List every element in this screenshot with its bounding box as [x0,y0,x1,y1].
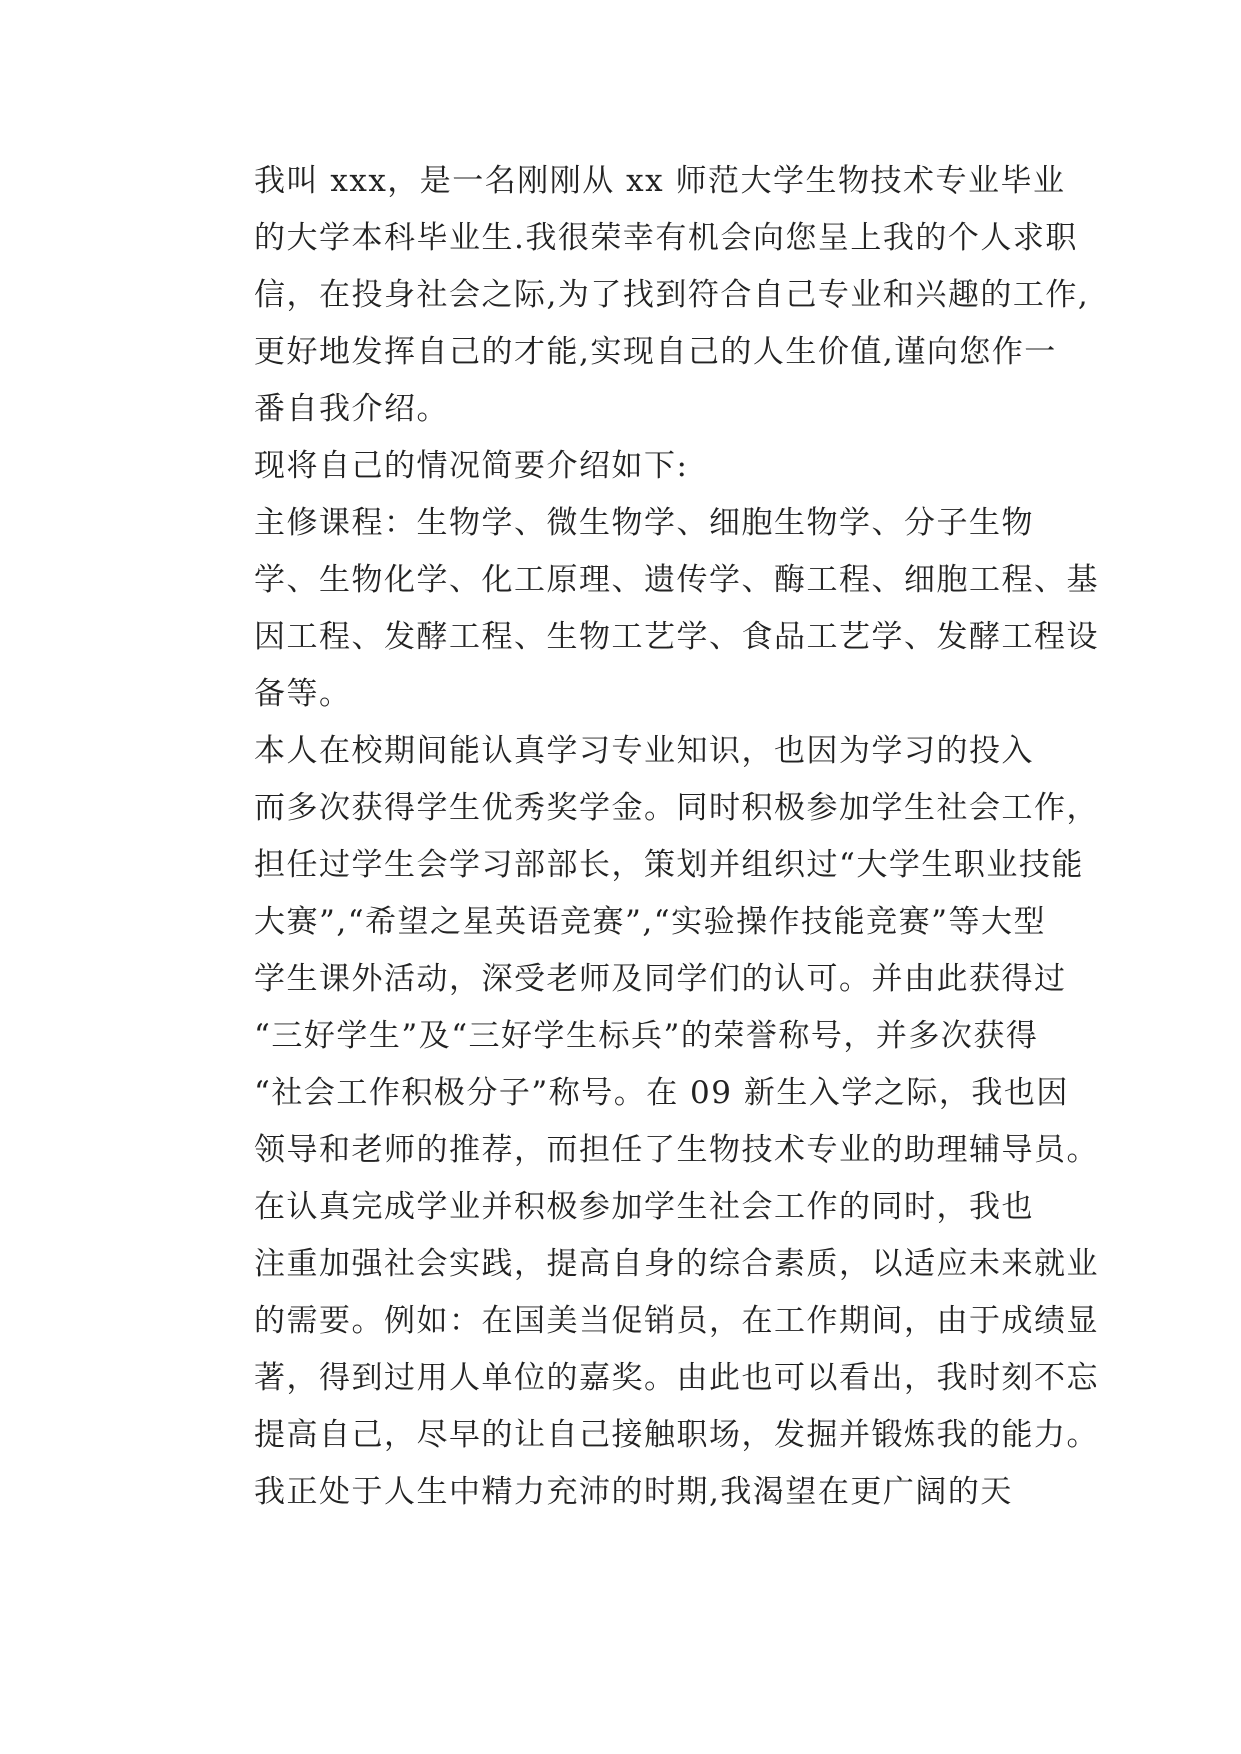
text-line: 因工程、发酵工程、生物工艺学、食品工艺学、发酵工程设 [254,619,1099,655]
text-line: 著，得到过用人单位的嘉奖。由此也可以看出，我时刻不忘 [254,1360,1099,1396]
text-line: 本人在校期间能认真学习专业知识，也因为学习的投入 [254,733,1034,769]
letter-body [190,153,1099,1521]
paragraph-campus-experience [190,723,1099,1179]
text-line: 我叫 xxx，是一名刚刚从 xx 师范大学生物技术专业毕业 [254,163,1066,199]
paragraph-aspiration [190,1464,1050,1521]
text-line: 信，在投身社会之际,为了找到符合自己专业和兴趣的工作, [254,277,1090,313]
text-line: 学、生物化学、化工原理、遗传学、酶工程、细胞工程、基 [254,562,1099,598]
text-line: “社会工作积极分子”称号。在 09 新生入学之际，我也因 [254,1075,1069,1111]
text-line: 提高自己，尽早的让自己接触职场，发掘并锻炼我的能力。 [254,1417,1099,1453]
text-line: 在认真完成学业并积极参加学生社会工作的同时，我也 [254,1189,1034,1225]
text-line: 现将自己的情况简要介绍如下: [254,448,689,484]
text-line: 更好地发挥自己的才能,实现自己的人生价值,谨向您作一 [254,334,1057,370]
text-line: 担任过学生会学习部部长，策划并组织过“大学生职业技能 [254,847,1084,883]
text-line: 的大学本科毕业生.我很荣幸有机会向您呈上我的个人求职 [254,220,1078,256]
text-line: 而多次获得学生优秀奖学金。同时积极参加学生社会工作， [254,790,1099,826]
paragraph-courses [190,495,1099,723]
text-line: 领导和老师的推荐，而担任了生物技术专业的助理辅导员。 [254,1132,1099,1168]
text-line: 主修课程：生物学、微生物学、细胞生物学、分子生物 [254,505,1034,541]
text-line: “三好学生”及“三好学生标兵”的荣誉称号，并多次获得 [254,1018,1039,1054]
text-line: 注重加强社会实践，提高自身的综合素质，以适应未来就业 [254,1246,1099,1282]
text-line: 大赛”,“希望之星英语竞赛”,“实验操作技能竞赛”等大型 [254,904,1046,940]
text-line: 学生课外活动，深受老师及同学们的认可。并由此获得过 [254,961,1067,997]
text-line: 的需要。例如：在国美当促销员，在工作期间，由于成绩显 [254,1303,1099,1339]
text-line: 备等。 [254,676,352,712]
paragraph-social-practice [190,1179,1099,1464]
text-line: 我正处于人生中精力充沛的时期,我渴望在更广阔的天 [254,1474,1013,1510]
paragraph-introduction [190,153,1090,438]
text-line: 番自我介绍。 [254,391,449,427]
paragraph-overview [190,438,1050,495]
